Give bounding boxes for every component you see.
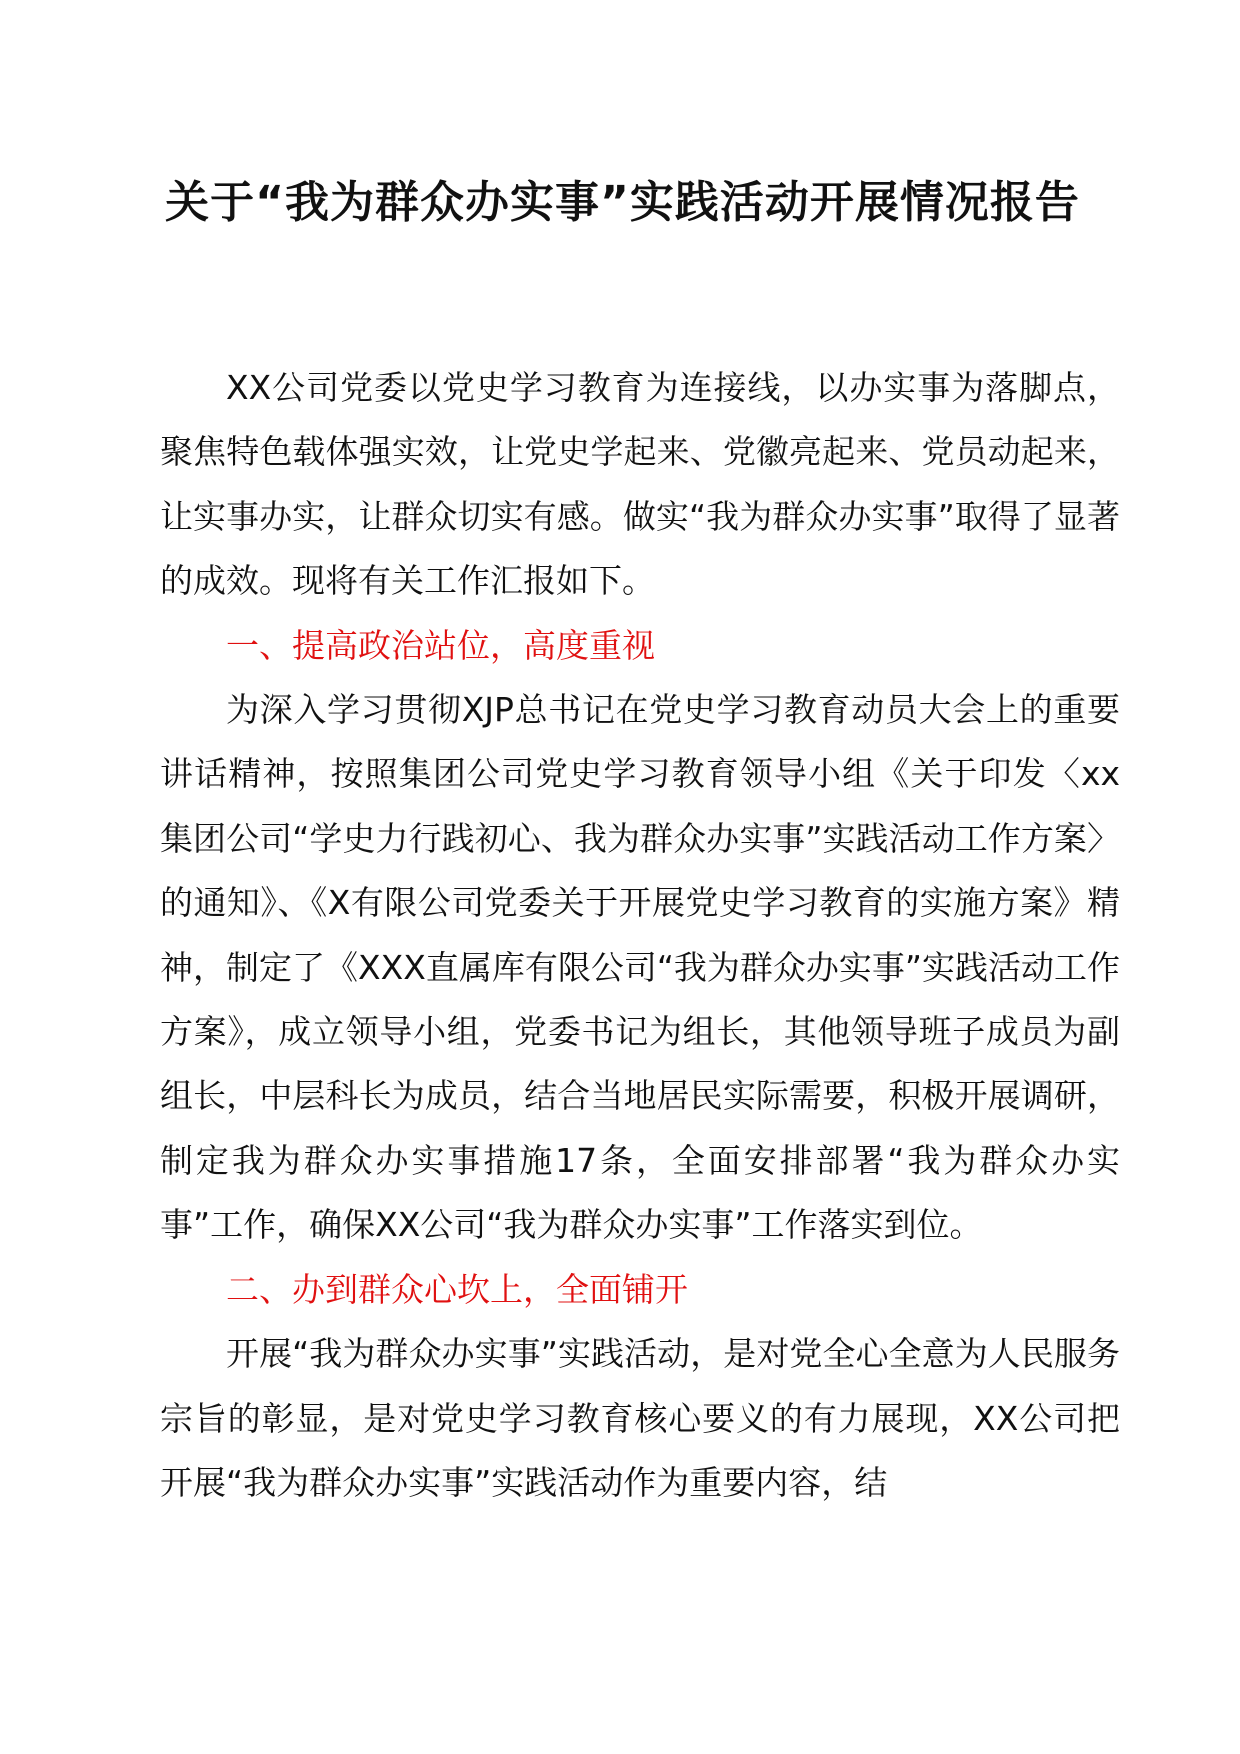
section-2-paragraph: 开展“我为群众办实事”实践活动，是对党全心全意为人民服务宗旨的彰显，是对党史学习教育核心要义的有力展现，XX公司把开展“我为群众办实事”实践活动作为重要内容，结 bbox=[160, 1334, 1120, 1502]
intro-paragraph: XX公司党委以党史学习教育为连接线，以办实事为落脚点，聚焦特色载体强实效，让党史学起来、党徽亮起来、党员动起来，让实事办实，让群众切实有感。做实“我为群众办实事”取得了显著的成效。现将有关工作汇报如下。 bbox=[160, 368, 1120, 601]
section-heading-1: 一、提高政治站位，高度重视 bbox=[226, 625, 655, 665]
document-title: 关于“我为群众办实事”实践活动开展情况报告 bbox=[165, 177, 1080, 228]
section-1-paragraph: 为深入学习贯彻XJP总书记在党史学习教育动员大会上的重要讲话精神，按照集团公司党史学习教育领导小组《关于印发〈xx集团公司“学史力行践初心、我为群众办实事”实践活动工作方案〉的通知》、《X有限公司党委关于开展党史学习教育的实施方案》精神，制定了《XXX直属库有限公司“我为群众办实事”实践活动工作方案》，成立领导小组，党委书记为组长，其他领导班子成员为副组长，中层科长为成员，结合当地居民实际需要，积极开展调研，制定我为群众办实事措施17条，全面安排部署“我为群众办实事”工作，确保XX公司“我为群众办实事”工作落实到位。 bbox=[160, 690, 1121, 1245]
document-body bbox=[160, 356, 1120, 1515]
section-heading-2: 二、办到群众心坎上，全面铺开 bbox=[226, 1269, 688, 1309]
